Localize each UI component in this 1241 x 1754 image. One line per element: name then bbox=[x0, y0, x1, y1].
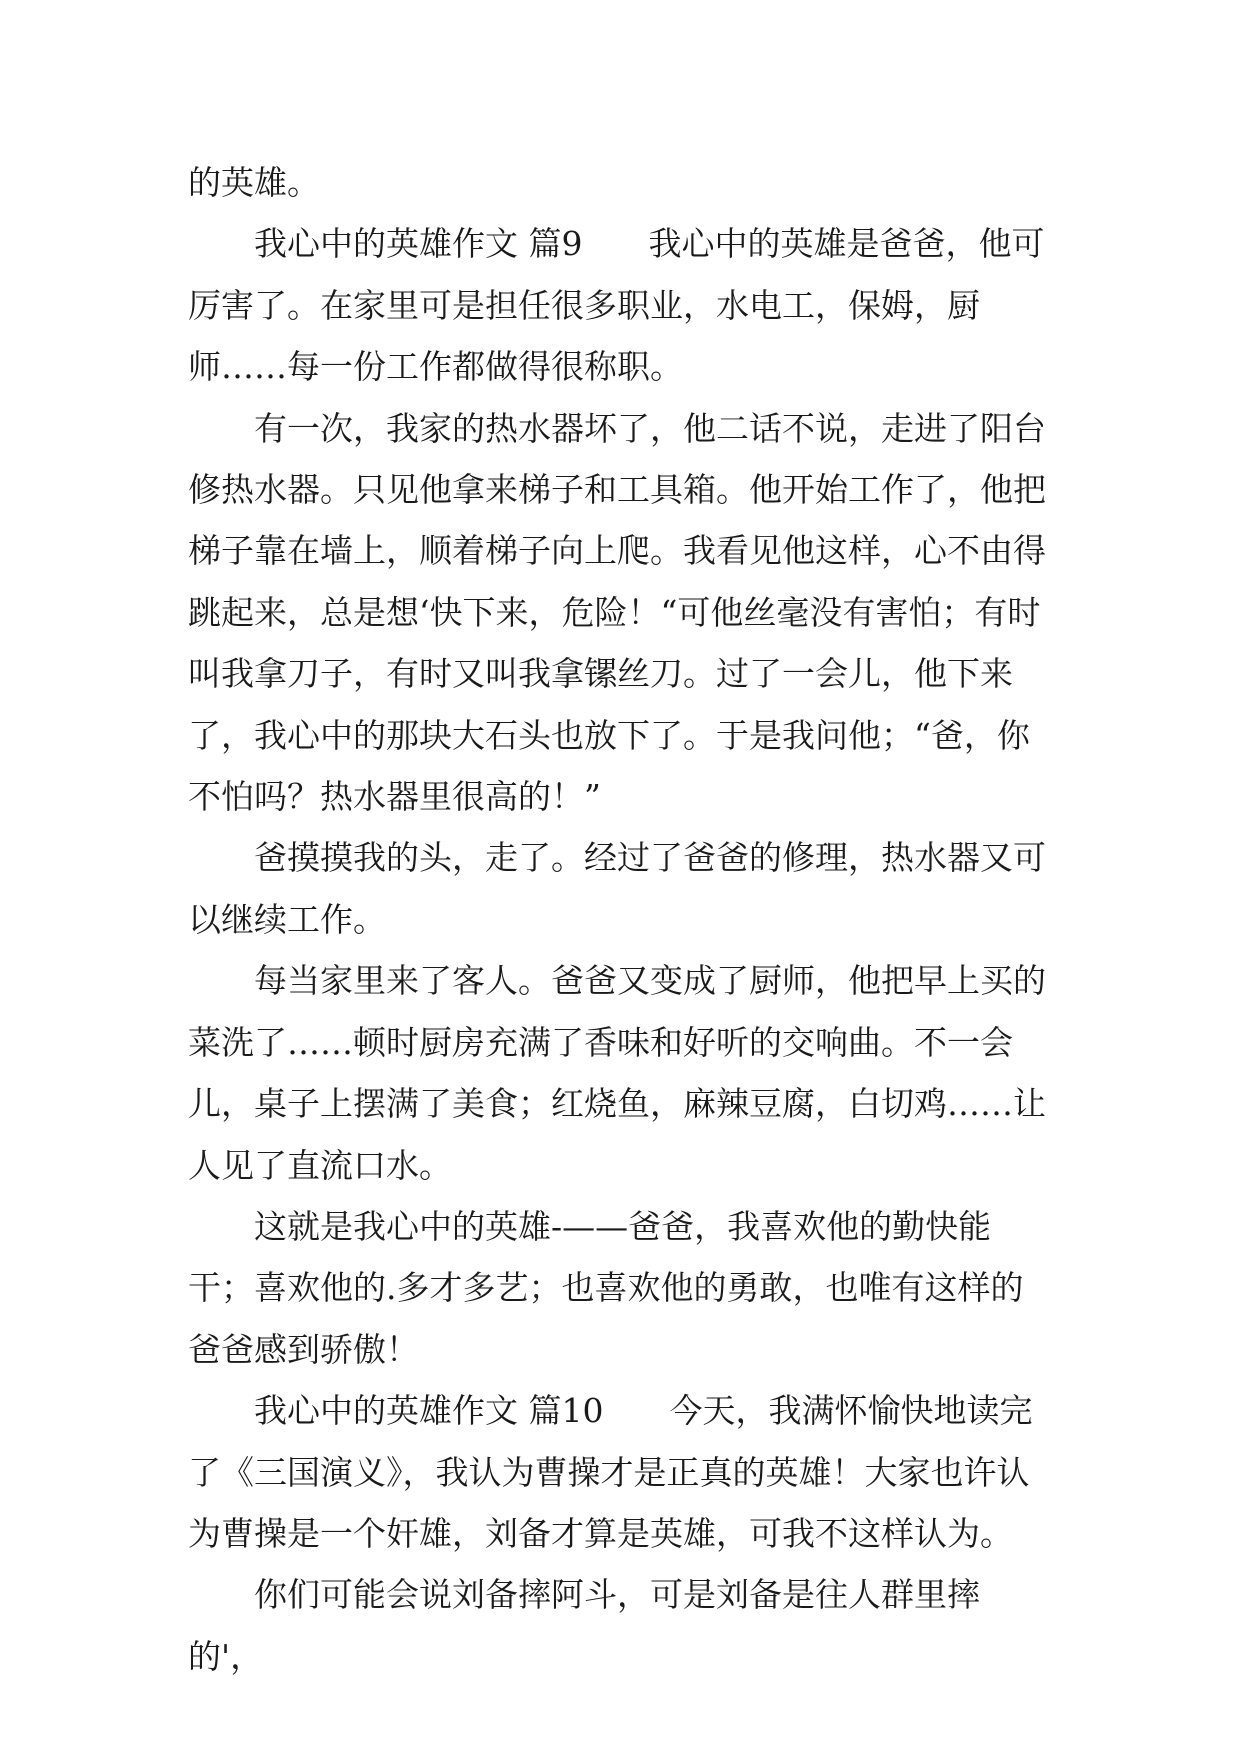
paragraph-text: 有一次，我家的热水器坏了，他二话不说，走进了阳台修热水器。只见他拿来梯子和工具箱。他开始工作了，他把梯子靠在墙上，顺着梯子向上爬。我看见他这样，心不由得跳起来，总是想‘快下来，危险！“可他丝毫没有害怕；有时叫我拿刀子，有时又叫我拿镙丝刀。过了一会儿，他下来了，我心中的那块大石头也放下了。于是我问他；“爸，你不怕吗？热水器里很高的！” bbox=[188, 408, 1046, 817]
section-paragraph bbox=[188, 213, 1054, 397]
paragraph-text: 你们可能会说刘备摔阿斗，可是刘备是往人群里摔的'， bbox=[188, 1575, 980, 1676]
section-heading: 我心中的英雄作文 篇9 bbox=[254, 224, 583, 264]
section-heading: 我心中的英雄作文 篇10 bbox=[254, 1391, 604, 1431]
paragraph bbox=[188, 398, 1054, 828]
paragraph bbox=[188, 1196, 1054, 1380]
section-paragraph bbox=[188, 1380, 1054, 1564]
document-body bbox=[188, 152, 1054, 1687]
paragraph-text: 每当家里来了客人。爸爸又变成了厨师，他把早上买的菜洗了……顿时厨房充满了香味和好听的交响曲。不一会儿，桌子上摆满了美食；红烧鱼，麻辣豆腐，白切鸡……让人见了直流口水。 bbox=[188, 961, 1046, 1185]
paragraph-text: 这就是我心中的英雄-——爸爸，我喜欢他的勤快能干；喜欢他的.多才多艺；也喜欢他的勇敢，也唯有这样的爸爸感到骄傲！ bbox=[188, 1206, 1024, 1369]
paragraph bbox=[188, 950, 1054, 1196]
paragraph-text: 的英雄。 bbox=[188, 163, 320, 202]
paragraph bbox=[188, 827, 1054, 950]
paragraph-text: 今天，我满怀愉快地读完了《三国演义》，我认为曹操才是正真的英雄！大家也许认为曹操是一个奸雄，刘备才算是英雄，可我不这样认为。 bbox=[188, 1391, 1033, 1553]
paragraph-text: 我心中的英雄是爸爸，他可厉害了。在家里可是担任很多职业，水电工，保姆，厨师……每一份工作都做得很称职。 bbox=[188, 224, 1045, 387]
paragraph-text: 爸摸摸我的头，走了。经过了爸爸的修理，热水器又可以继续工作。 bbox=[188, 838, 1046, 939]
paragraph bbox=[188, 1564, 1054, 1687]
paragraph bbox=[188, 152, 1054, 213]
